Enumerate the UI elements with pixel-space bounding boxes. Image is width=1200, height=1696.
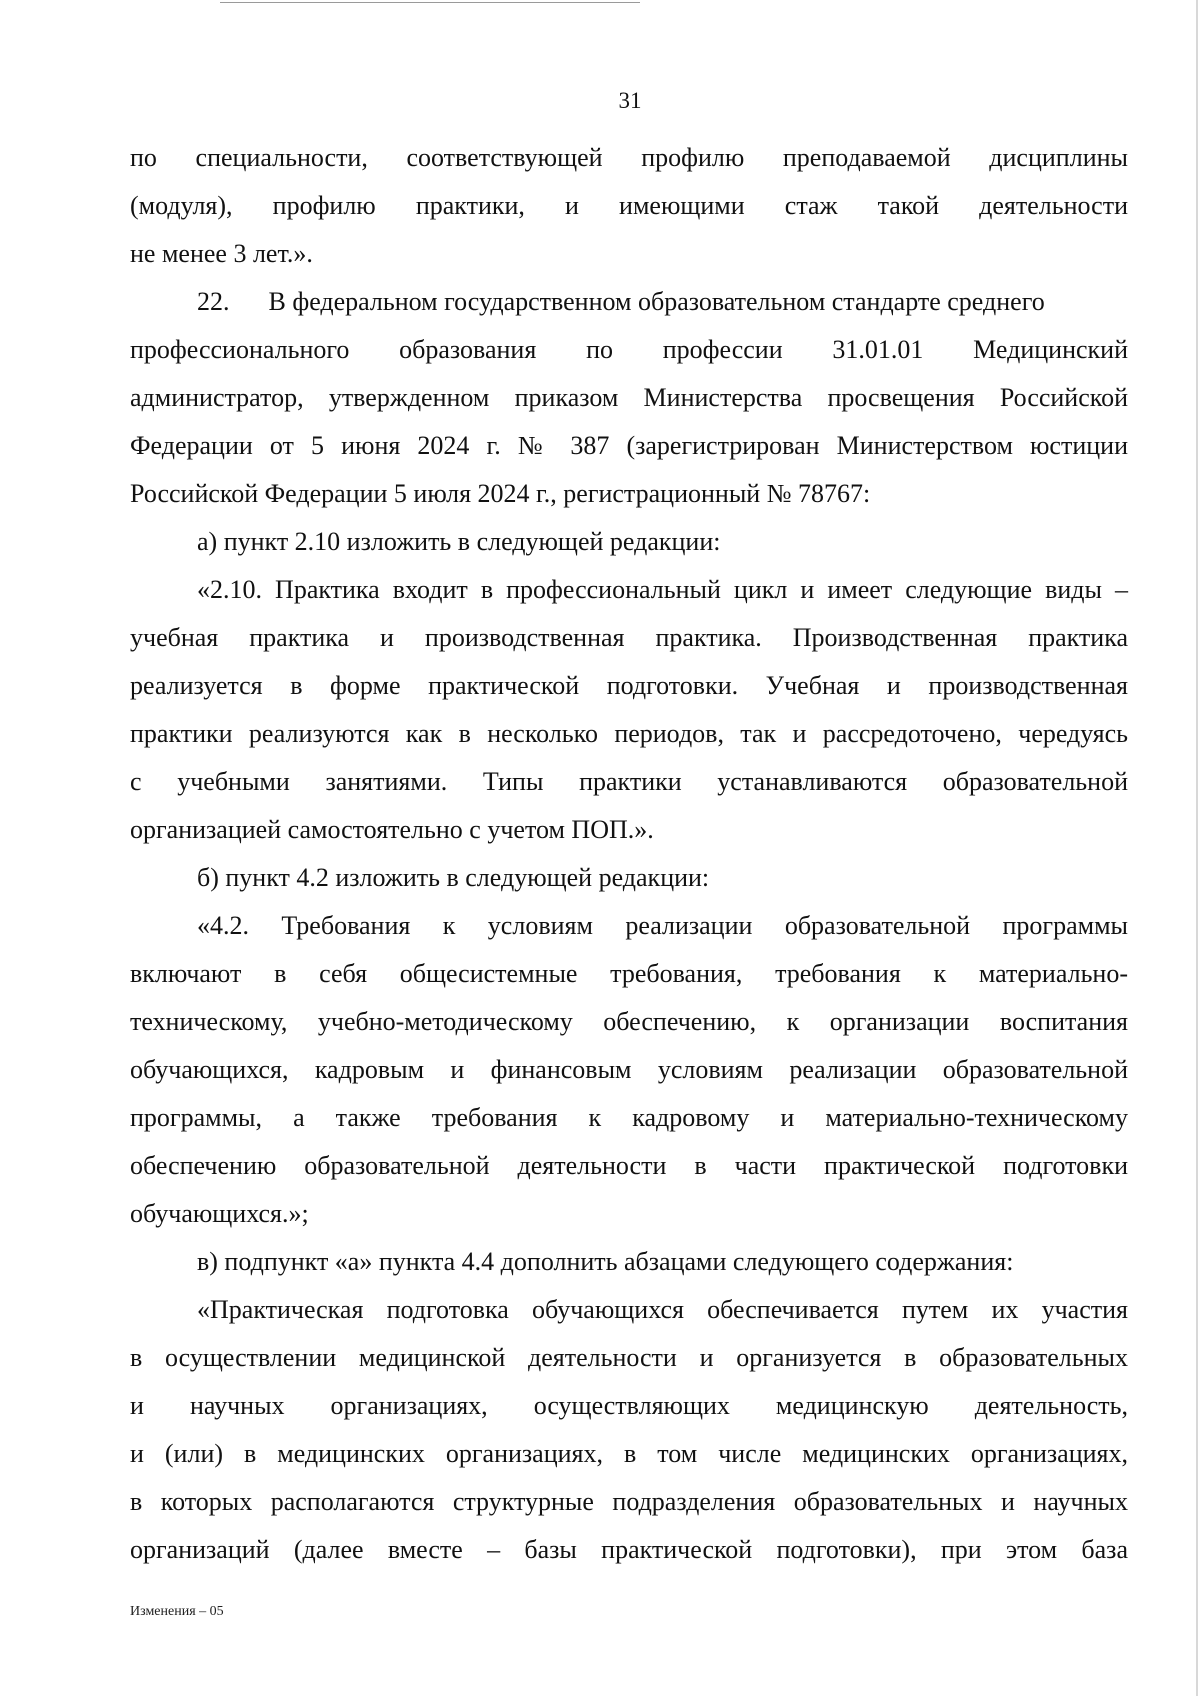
text-line: «Практическая подготовка обучающихся обеспечивается путем их участия bbox=[197, 1295, 1128, 1324]
text-line: включают в себя общесистемные требования, требования к материально- bbox=[130, 959, 1128, 988]
text-line: б) пункт 4.2 изложить в следующей редакции: bbox=[197, 863, 710, 892]
text-line: организаций (далее вместе – базы практической подготовки), при этом база bbox=[130, 1535, 1128, 1564]
scan-right-edge bbox=[1196, 0, 1198, 1696]
text-line: в) подпункт «а» пункта 4.4 дополнить абзацами следующего содержания: bbox=[197, 1247, 1014, 1276]
text-line: обеспечению образовательной деятельности в части практической подготовки bbox=[130, 1151, 1128, 1180]
footer-revision-note: Изменения – 05 bbox=[130, 1604, 224, 1619]
text-line: учебная практика и производственная практика. Производственная практика bbox=[130, 623, 1128, 652]
text-line: программы, а также требования к кадровому и материально-техническому bbox=[130, 1103, 1128, 1132]
text-line: Российской Федерации 5 июля 2024 г., регистрационный № 78767: bbox=[130, 479, 871, 508]
text-line: «4.2. Требования к условиям реализации образовательной программы bbox=[197, 911, 1128, 940]
text-line: обучающихся, кадровым и финансовым условиям реализации образовательной bbox=[130, 1055, 1128, 1084]
text-line: (модуля), профилю практики, и имеющими стаж такой деятельности bbox=[130, 191, 1128, 220]
text-line: организацией самостоятельно с учетом ПОП.». bbox=[130, 815, 654, 844]
text-line: с учебными занятиями. Типы практики устанавливаются образовательной bbox=[130, 767, 1128, 796]
text-line: и научных организациях, осуществляющих медицинскую деятельность, bbox=[130, 1391, 1128, 1420]
text-line: а) пункт 2.10 изложить в следующей редакции: bbox=[197, 527, 721, 556]
text-line: в которых располагаются структурные подразделения образовательных и научных bbox=[130, 1487, 1128, 1516]
text-line: реализуется в форме практической подготовки. Учебная и производственная bbox=[130, 671, 1128, 700]
text-line: «2.10. Практика входит в профессиональный цикл и имеет следующие виды – bbox=[197, 575, 1128, 604]
document-body bbox=[130, 134, 1128, 1574]
text-line: техническому, учебно-методическому обеспечению, к организации воспитания bbox=[130, 1007, 1128, 1036]
text-line: администратор, утвержденном приказом Министерства просвещения Российской bbox=[130, 383, 1128, 412]
text-line: по специальности, соответствующей профилю преподаваемой дисциплины bbox=[130, 143, 1128, 172]
text-line: не менее 3 лет.». bbox=[130, 239, 313, 268]
text-line: и (или) в медицинских организациях, в том числе медицинских организациях, bbox=[130, 1439, 1128, 1468]
scan-top-rule bbox=[220, 2, 640, 3]
text-line: 22. В федеральном государственном образовательном стандарте среднего bbox=[197, 287, 1045, 316]
text-line: обучающихся.»; bbox=[130, 1199, 309, 1228]
text-line: практики реализуются как в несколько периодов, так и рассредоточено, чередуясь bbox=[130, 719, 1128, 748]
text-line: профессионального образования по профессии 31.01.01 Медицинский bbox=[130, 335, 1128, 364]
text-line: Федерации от 5 июня 2024 г. № 387 (зарегистрирован Министерством юстиции bbox=[130, 431, 1128, 460]
text-line: в осуществлении медицинской деятельности и организуется в образовательных bbox=[130, 1343, 1128, 1372]
page-number: 31 bbox=[618, 88, 642, 113]
